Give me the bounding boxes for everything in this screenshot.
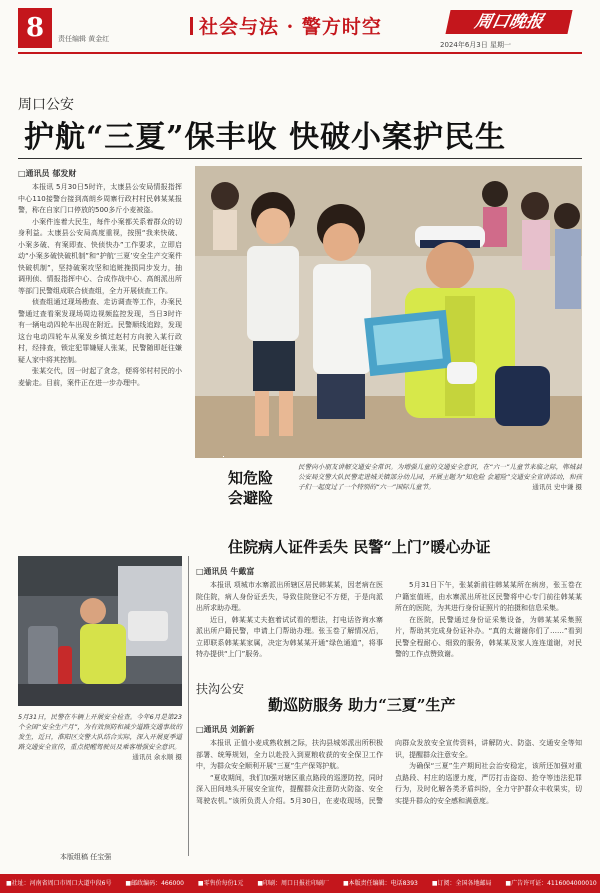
editor-credit: 责任编辑 黄金红: [58, 35, 110, 43]
page-number: 8: [18, 8, 52, 48]
main-photo-caption: [298, 462, 582, 492]
photo-credit: 通讯员 余永顺 摄: [132, 753, 182, 761]
lead-paragraph: 侦查组通过现场勘查、走访调查等工作，办案民警通过查看案发现场周边视频监控发现，当日3时许有一辆电动四轮车出现在附近。民警顺线追踪，发现这台电动四轮车从案发乡镇过赵村方向驶入某行政村，经排查，锁定犯罪嫌疑人张某，民警随即赶往嫌疑人家中将其控制。: [18, 298, 182, 364]
article2-title: 住院病人证件丢失 民警“上门”暖心办证: [228, 538, 491, 556]
article3-paragraph: 为确保“三夏”生产期间社会治安稳定，该所还加强对重点路段、村庄的巡逻力度，严厉打击盗窃、抢夺等违法犯罪行为，及时化解各类矛盾纠纷，全力守护群众丰收果实，切实提升群众的安全感和满意度。: [395, 762, 582, 805]
main-photo: [195, 166, 582, 458]
newspaper-masthead: 周口晚报: [445, 10, 572, 34]
article3-byline: □通讯员 刘新新: [196, 725, 255, 734]
caption-text: 5月31日，民警在车辆上开展安全检查。今年6月是第23个全国“安全生产月”，为有效预防和减少道路交通事故的发生，近日，淮阳区交警大队结合实际，深入开展夏季道路交通安全宣传，重点提醒驾驶员及乘客增强安全意识。: [18, 713, 182, 751]
lead-article-body: [18, 182, 182, 537]
bus-photo: [18, 556, 182, 706]
article2-paragraph: 本报讯 项城市水寨派出所辖区居民韩某某，因老病在医院住院，病人身份证丢失，导致住院登记不方便，于是向派出所求助办理。: [196, 581, 383, 612]
article3-title: 勤巡防服务 助力“三夏”生产: [268, 696, 456, 714]
photo-credit: 通讯员 史中谦 摄: [532, 483, 582, 491]
page-editor-sign: 本版组稿 任宝强: [60, 853, 112, 861]
footer-item: ■广告许可证：4116004000010: [505, 880, 597, 887]
bus-photo-caption: [18, 712, 182, 762]
footer-item: ■本版责任编辑：电话8393: [342, 880, 418, 887]
article3-paragraph: 本报讯 正值小麦成熟收割之际，扶沟县城郊派出所积极部署、统筹规划，全力以赴投入到夏粮收获的安全保卫工作中，为群众安全顺利开展“三夏”生产保驾护航。: [196, 739, 383, 770]
footer-item: ■零售价每份1元: [197, 880, 244, 887]
bus-inspection-illustration: [18, 556, 182, 706]
photo-tag: 知危险 会避险: [228, 469, 274, 507]
lead-byline: □通讯员 郁发财: [18, 169, 77, 178]
lead-paragraph: 张某交代，因一时起了贪念，便将邻村村民的小麦偷走。目前，案件正在进一步办理中。: [18, 367, 182, 387]
article2-paragraph: 在医院，民警通过身份证采集设备，为韩某某采集照片，帮助其完成身份证补办。“真的太谢谢你们了……”看到民警全程耐心、细致的服务，韩某某及家人连连道谢，对民警的工作点赞致谢。: [395, 615, 582, 658]
article2-body: [196, 580, 582, 672]
article3-body: [196, 738, 582, 866]
top-divider: [18, 52, 582, 54]
footer-item: ■印刷：周口日报社印刷厂: [257, 880, 330, 887]
police-children-illustration: [195, 166, 582, 458]
section-title: [190, 12, 382, 39]
section-bar: [190, 17, 193, 35]
footer-bar: [0, 874, 600, 893]
article2-byline: □通讯员 牛戴富: [196, 567, 255, 576]
footer-item: ■邮政编码：466000: [125, 880, 184, 887]
article3-kicker: 扶沟公安: [196, 682, 245, 696]
lead-paragraph: 小案件连着大民生，每件小案都关系着群众的切身利益。太康县公安局高度重视，按照“我来快破、小案多破、有案即查、快侦快办”工作要求，立即启动“小案多破快破机制”和“护航‘三夏’安全生产交案件快破机制”，坚持破案攻坚和追赃挽损同步发力，抽调刑侦、情报指挥中心、合成作战中心、高朗派出所等部门民警组成联合侦查组，全力开展侦查工作。: [18, 217, 182, 295]
footer-item: ■订阅：全国各地邮局: [431, 880, 492, 887]
caption-text: 民警向小朋友讲解交通安全常识。为增强儿童的交通安全意识，在“六一”儿童节来临之际，郸城县公安局交警大队民警走进城关镇部分幼儿园，开展主题为“知危险 会避险”交通安全宣讲活动，和孩子们一起度过了一个特别的“六一”国际儿童节。: [298, 463, 582, 491]
lead-paragraph: 本报讯 5月30日5时许，太康县公安局情报指挥中心110接警台接到高朗乡周寨行政村村民韩某某报警，称在自家门口停放的500多斤小麦被盗。: [18, 183, 182, 214]
headline-divider: [18, 158, 582, 159]
article3-paragraph: “夏收期间，我们加强对辖区重点路段的巡逻防控，同时深入田间地头开展安全宣传，提醒群众注意防火防盗、安全驾驶农机。”该所负责人介绍。5月30日，在麦收现场，民警向群众发放安全宣传资料，讲解防火、防盗、交通安全等知识，提醒群众注意安全。: [196, 739, 582, 805]
lead-kicker: 周口公安: [18, 97, 74, 113]
section-title-text: 社会与法 · 警方时空: [199, 16, 382, 38]
column-divider: [188, 556, 189, 856]
article2-paragraph: 5月31日下午，张某新前往韩某某所在病房，张玉卷在户籍室值班，由水寨派出所社区民警将中心专门前往韩某某所在的医院，为其进行身份证照片的拍摄和信息采集。: [395, 581, 582, 612]
footer-item: ■社址：河南省周口市周口大道中段6号: [6, 880, 112, 887]
article2-paragraph: 近日，韩某某丈夫抱着试试看的想法，打电话咨询水寨派出所户籍民警，申请上门帮助办理。张玉卷了解情况后，立即联系韩某某家属，决定为韩某某开通“绿色通道”，将事特办提供“上门”服务。: [196, 615, 383, 658]
lead-headline: 护航“三夏”保丰收 快破小案护民生: [24, 120, 506, 155]
issue-date: 2024年6月3日 星期一: [440, 41, 511, 49]
